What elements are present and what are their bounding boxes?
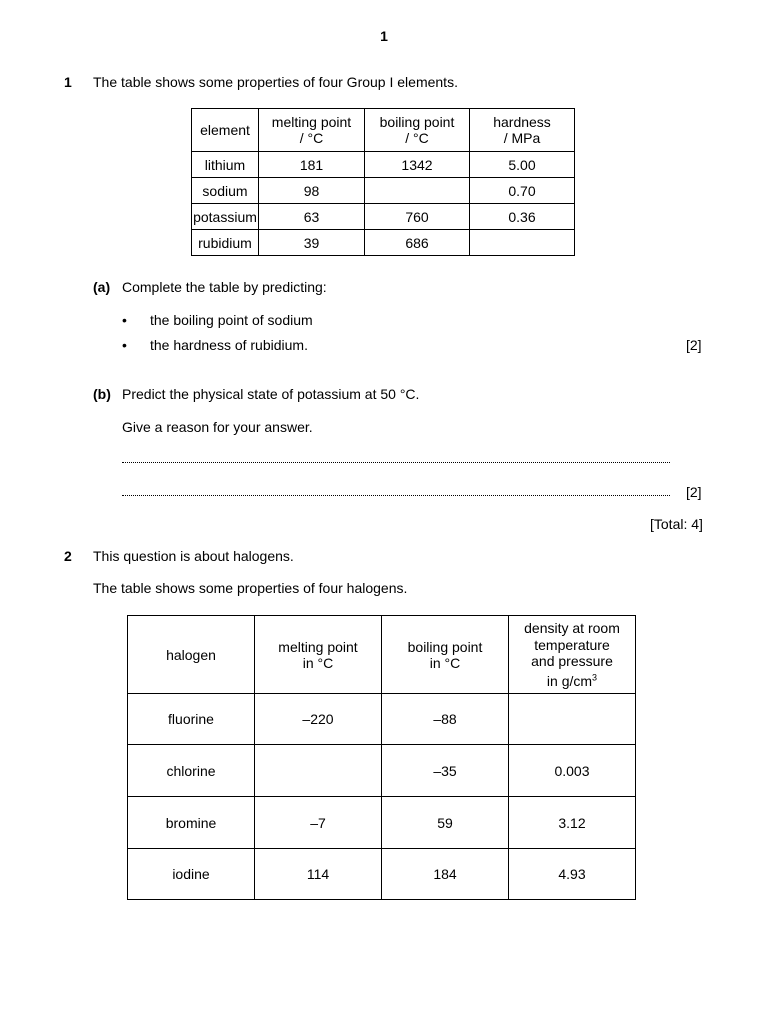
header-unit: in °C bbox=[302, 654, 334, 671]
header-cell bbox=[255, 616, 382, 694]
header-text: boiling point bbox=[407, 638, 483, 655]
page-number: 1 bbox=[380, 28, 388, 44]
part-b-marks: [2] bbox=[686, 484, 702, 500]
header-text: melting point bbox=[278, 638, 358, 655]
header-cell bbox=[259, 109, 365, 152]
part-b-label: (b) bbox=[93, 386, 111, 402]
hardness-cell: 5.00 bbox=[470, 152, 575, 178]
melting-point-cell: –220 bbox=[255, 694, 382, 745]
melting-point-cell: 98 bbox=[259, 178, 365, 204]
melting-point-cell: –7 bbox=[255, 797, 382, 849]
header-unit bbox=[547, 673, 597, 690]
boiling-point-answer-cell[interactable] bbox=[365, 178, 470, 204]
header-cell bbox=[382, 616, 509, 694]
boiling-point-cell: 59 bbox=[382, 797, 509, 849]
boiling-point-cell: 760 bbox=[365, 204, 470, 230]
question-1-number: 1 bbox=[64, 74, 72, 90]
header-cell bbox=[509, 616, 636, 694]
header-cell bbox=[365, 109, 470, 152]
boiling-point-cell: –88 bbox=[382, 694, 509, 745]
bullet-icon: • bbox=[122, 337, 127, 353]
table-header-row bbox=[192, 109, 575, 152]
header-text: density at room bbox=[524, 620, 620, 636]
header-text: melting point bbox=[271, 114, 352, 130]
table-row bbox=[192, 204, 575, 230]
halogen-cell: fluorine bbox=[128, 694, 255, 745]
question-1-total: [Total: 4] bbox=[650, 516, 703, 532]
hardness-cell: 0.70 bbox=[470, 178, 575, 204]
question-2-intro: This question is about halogens. bbox=[93, 548, 294, 564]
part-a-label: (a) bbox=[93, 279, 111, 295]
halogen-cell: bromine bbox=[128, 797, 255, 849]
halogens-properties-table bbox=[127, 615, 636, 900]
halogen-cell: chlorine bbox=[128, 745, 255, 797]
header-unit: / MPa bbox=[503, 130, 541, 146]
element-cell: rubidium bbox=[192, 230, 259, 256]
header-unit: / °C bbox=[299, 130, 324, 146]
element-cell: lithium bbox=[192, 152, 259, 178]
table-row bbox=[192, 152, 575, 178]
unit-superscript: 3 bbox=[592, 671, 598, 682]
bullet-icon: • bbox=[122, 312, 127, 328]
answer-line[interactable] bbox=[122, 461, 670, 463]
answer-line[interactable] bbox=[122, 494, 670, 496]
header-text: halogen bbox=[166, 646, 216, 663]
hardness-cell: 0.36 bbox=[470, 204, 575, 230]
table-header-row bbox=[128, 616, 636, 694]
header-text: hardness bbox=[493, 114, 551, 130]
density-cell: 0.003 bbox=[509, 745, 636, 797]
header-cell bbox=[470, 109, 575, 152]
boiling-point-cell: 686 bbox=[365, 230, 470, 256]
table-row bbox=[128, 797, 636, 849]
header-cell bbox=[192, 109, 259, 152]
question-2-number: 2 bbox=[64, 548, 72, 564]
density-cell: 3.12 bbox=[509, 797, 636, 849]
boiling-point-cell: –35 bbox=[382, 745, 509, 797]
melting-point-cell bbox=[255, 745, 382, 797]
density-cell: 4.93 bbox=[509, 849, 636, 900]
boiling-point-cell: 184 bbox=[382, 849, 509, 900]
question-1-intro: The table shows some properties of four Group I elements. bbox=[93, 74, 458, 90]
table-row bbox=[192, 178, 575, 204]
header-text: temperature bbox=[534, 636, 610, 653]
part-a-text: Complete the table by predicting: bbox=[122, 279, 327, 295]
group-1-properties-table bbox=[191, 108, 575, 256]
melting-point-cell: 114 bbox=[255, 849, 382, 900]
table-row bbox=[192, 230, 575, 256]
header-cell bbox=[128, 616, 255, 694]
boiling-point-cell: 1342 bbox=[365, 152, 470, 178]
header-text: element bbox=[200, 122, 250, 138]
part-b-prompt: Give a reason for your answer. bbox=[122, 419, 313, 435]
table-row bbox=[128, 745, 636, 797]
melting-point-cell: 63 bbox=[259, 204, 365, 230]
header-text: boiling point bbox=[379, 114, 455, 130]
part-a-marks: [2] bbox=[686, 337, 702, 353]
header-unit-text: in g/cm bbox=[546, 672, 593, 689]
melting-point-cell: 39 bbox=[259, 230, 365, 256]
bullet-item: the boiling point of sodium bbox=[150, 312, 313, 328]
header-text: and pressure bbox=[531, 653, 613, 669]
header-unit: in °C bbox=[429, 654, 461, 671]
bullet-item: the hardness of rubidium. bbox=[150, 337, 308, 353]
density-cell bbox=[509, 694, 636, 745]
table-row bbox=[128, 694, 636, 745]
melting-point-cell: 181 bbox=[259, 152, 365, 178]
part-b-text: Predict the physical state of potassium at 50 °C. bbox=[122, 386, 420, 402]
hardness-answer-cell[interactable] bbox=[470, 230, 575, 256]
question-2-lead: The table shows some properties of four halogens. bbox=[93, 580, 408, 596]
halogen-cell: iodine bbox=[128, 849, 255, 900]
header-unit: / °C bbox=[405, 130, 429, 146]
element-cell: potassium bbox=[192, 204, 259, 230]
element-cell: sodium bbox=[192, 178, 259, 204]
table-row bbox=[128, 849, 636, 900]
